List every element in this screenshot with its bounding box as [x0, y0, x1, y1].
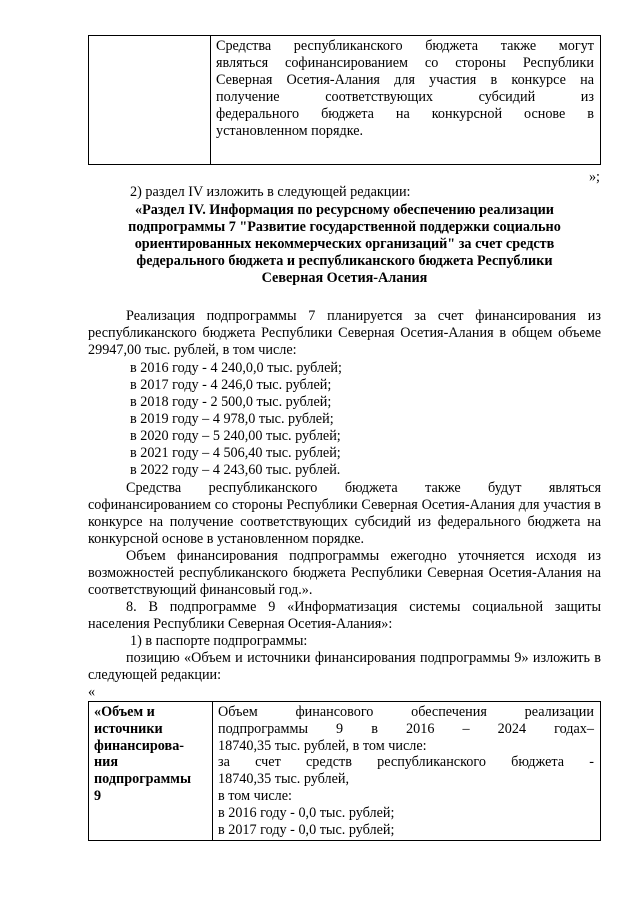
position-paragraph: позицию «Объем и источники финансирования подпрограммы 9» изложить в следующей редакции: [88, 650, 601, 683]
year-item: в 2018 году - 2 500,0 тыс. рублей; [130, 394, 332, 410]
heading-line: федерального бюджета и республиканского бюджета Республики [136, 253, 553, 269]
year-item: в 2022 году – 4 243,60 тыс. рублей. [130, 462, 341, 478]
bottom-right-line: 18740,35 тыс. рублей, [218, 771, 350, 788]
bottom-right-line: в том числе: [218, 787, 292, 804]
bottom-table-right-cell [213, 702, 601, 841]
top-table-line: получение соответствующих субсидий из [216, 89, 594, 105]
bottom-left-line: финансирова- [94, 737, 185, 754]
year-item: в 2016 году - 4 240,0,0 тыс. рублей; [130, 360, 342, 376]
annual-paragraph: Объем финансирования подпрограммы ежегодно уточняется исходя из возможностей республиканского бюджета Республики Северная Осетия-Алания на соответствующий финансовый год.». [88, 548, 601, 598]
bottom-right-line: 18740,35 тыс. рублей, в том числе: [218, 737, 427, 754]
funding-paragraph: Реализация подпрограммы 7 планируется за счет финансирования из республиканского бюджета Республики Северная Осетия-Алания в общем объеме 29947,00 тыс. рублей, в том числе: [88, 308, 601, 358]
bottom-left-line: ния [94, 754, 119, 771]
bottom-left-line: «Объем и [94, 704, 155, 720]
bottom-left-line: 9 [94, 787, 102, 804]
bottom-table [88, 701, 601, 841]
passport-line: 1) в паспорте подпрограммы: [130, 633, 308, 649]
year-item: в 2021 году – 4 506,40 тыс. рублей; [130, 445, 341, 461]
top-table-line: установленном порядке. [216, 123, 364, 139]
section-heading [88, 202, 601, 287]
section-intro: 2) раздел IV изложить в следующей редакции: [130, 184, 411, 200]
bottom-right-line: в 2017 году - 0,0 тыс. рублей; [218, 821, 395, 838]
bottom-table-left-cell [89, 702, 213, 841]
point8-paragraph: 8. В подпрограмме 9 «Информатизация системы социальной защиты населения Республики Северная Осетия-Алания»: [88, 599, 601, 632]
year-item: в 2019 году – 4 978,0 тыс. рублей; [130, 411, 334, 427]
year-item: в 2020 году – 5 240,00 тыс. рублей; [130, 428, 341, 444]
cofinancing-paragraph: Средства республиканского бюджета также будут являться софинансированием со стороны Республики Северная Осетия-Алания для участия в конкурсе на получение соответствующих субсидий из федерального бюджета на конкурсной основе в установленном порядке. [88, 480, 601, 547]
bottom-right-line: за счет средств республиканского бюджета - [218, 754, 594, 771]
year-item: в 2017 году - 4 246,0 тыс. рублей; [130, 377, 332, 393]
bottom-left-line: источники [94, 720, 163, 737]
top-table-right-cell [211, 36, 601, 165]
top-table-line: являться софинансированием со стороны Республики [216, 55, 594, 71]
top-table-line: федерального бюджета на конкурсной основе в [216, 106, 594, 122]
bottom-right-line: Объем финансового обеспечения реализации [218, 704, 594, 720]
top-table [88, 35, 601, 165]
top-table-left-cell [89, 36, 211, 165]
bottom-right-line: подпрограммы 9 в 2016 – 2024 годах– [218, 720, 594, 737]
top-table-line: Средства республиканского бюджета также могут [216, 38, 594, 54]
closing-quote: »; [588, 169, 600, 185]
top-table-line: Северная Осетия-Алания для участия в конкурсе на [216, 72, 594, 88]
bottom-right-line: в 2016 году - 0,0 тыс. рублей; [218, 804, 395, 821]
open-quote: « [88, 684, 96, 700]
heading-line: «Раздел IV. Информация по ресурсному обеспечению реализации [135, 202, 554, 218]
bottom-left-line: подпрограммы [94, 771, 192, 788]
heading-line: Северная Осетия-Алания [261, 270, 428, 286]
year-list [130, 360, 342, 479]
heading-line: ориентированных некоммерческих организаций" за счет средств [134, 236, 555, 252]
heading-line: подпрограммы 7 "Развитие государственной поддержки социально [128, 219, 561, 235]
